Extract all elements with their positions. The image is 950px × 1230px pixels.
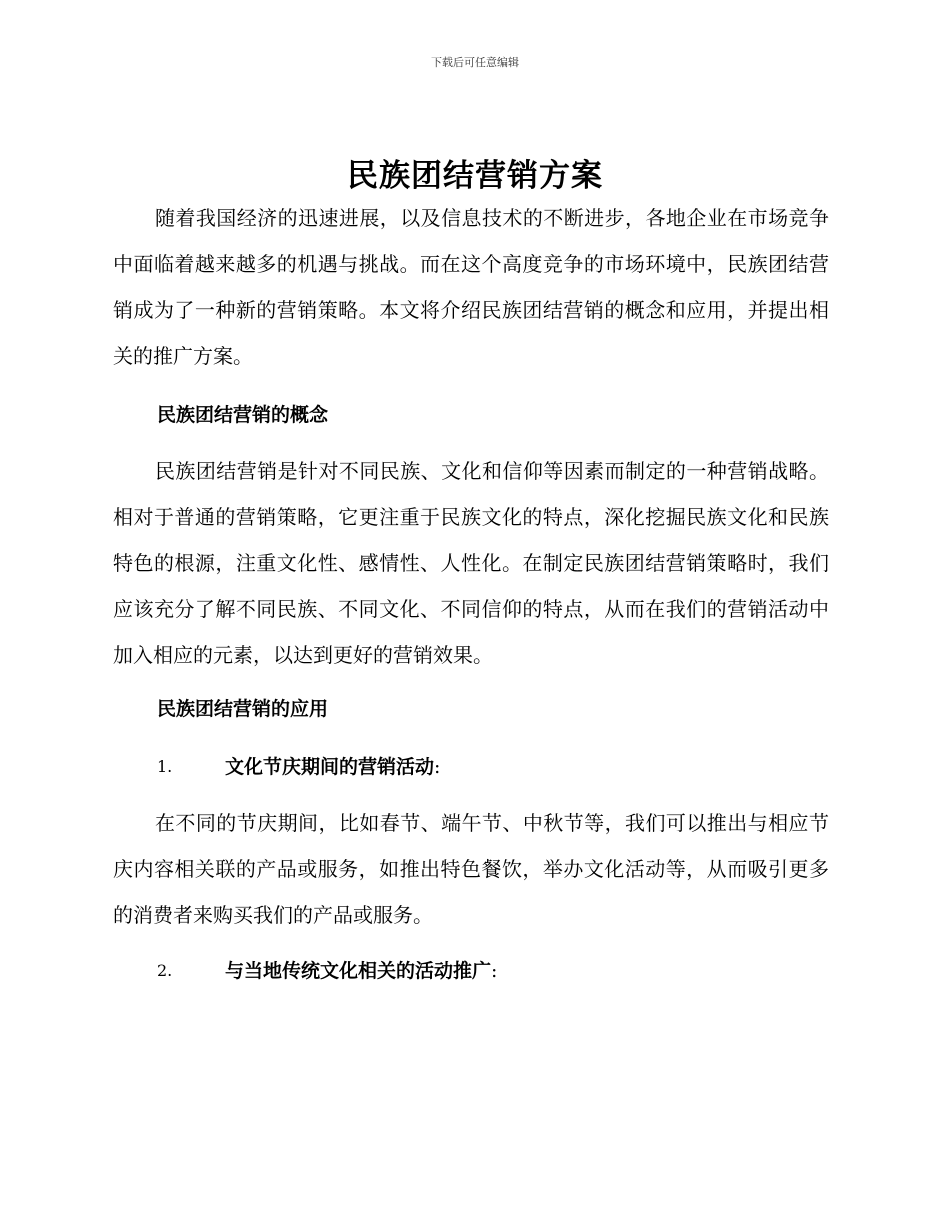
list-item-colon: :: [491, 960, 498, 982]
list-item-title-text: 与当地传统文化相关的活动推广: [225, 960, 492, 982]
intro-paragraph: 随着我国经济的迅速进展，以及信息技术的不断进步，各地企业在市场竞争中面临着越来越多的机遇与挑战。而在这个高度竞争的市场环境中，民族团结营销成为了一种新的营销策略。本文将介绍民族团结营销的概念和应用，并提出相关的推广方案。: [113, 206, 829, 368]
list-item-title: [225, 752, 440, 782]
list-item-title-text: 文化节庆期间的营销活动: [225, 756, 435, 778]
concept-paragraph: 民族团结营销是针对不同民族、文化和信仰等因素而制定的一种营销战略。相对于普通的营销策略，它更注重于民族文化的特点，深化挖掘民族文化和民族特色的根源，注重文化性、感情性、人性化。在制定民族团结营销策略时，我们应该充分了解不同民族、不同文化、不同信仰的特点，从而在我们的营销活动中加入相应的元素，以达到更好的营销效果。: [113, 459, 829, 667]
application-item-1-paragraph: 在不同的节庆期间，比如春节、端午节、中秋节等，我们可以推出与相应节庆内容相关联的产品或服务，如推出特色餐饮，举办文化活动等，从而吸引更多的消费者来购买我们的产品或服务。: [113, 811, 829, 927]
header-note: 下载后可任意编辑: [431, 56, 519, 69]
list-number: 1.: [157, 757, 173, 776]
list-item-title: [225, 956, 497, 986]
section-heading-application: 民族团结营销的应用: [157, 698, 329, 720]
list-item-colon: :: [434, 756, 441, 778]
list-number: 2.: [157, 961, 173, 980]
section-heading-concept: 民族团结营销的概念: [157, 404, 329, 426]
document-title: 民族团结营销方案: [347, 158, 603, 194]
